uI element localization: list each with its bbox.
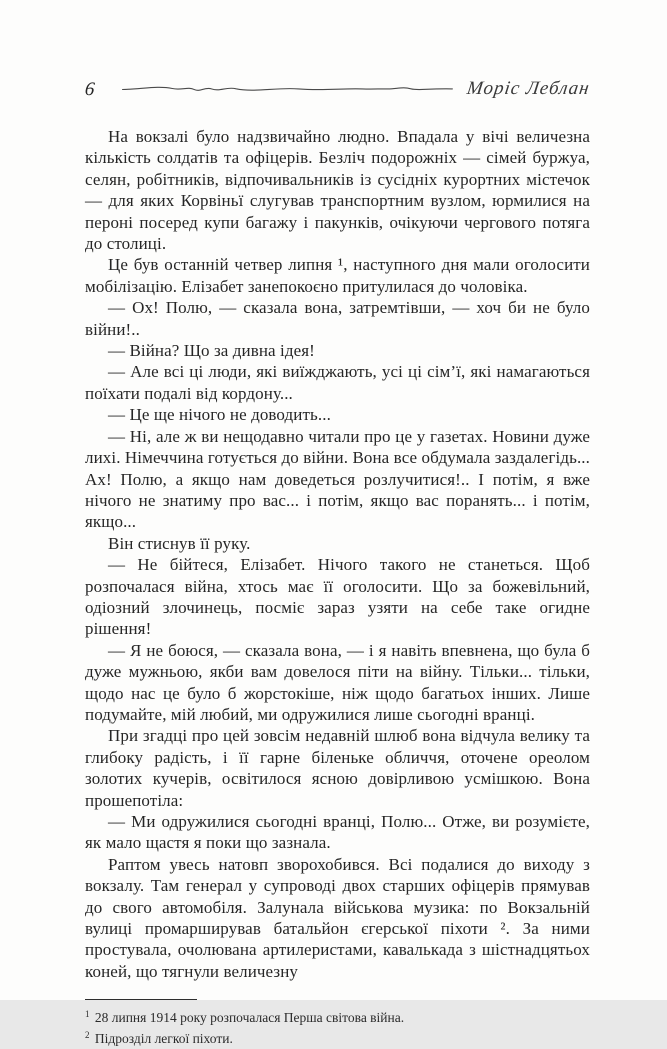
header-rule-squiggle xyxy=(121,82,454,96)
paragraph: Він стиснув її руку. xyxy=(108,533,251,553)
running-head-author: Моріс Леблан xyxy=(465,78,592,99)
paragraph: — Це ще нічого не доводить... xyxy=(108,405,331,425)
paragraph: — Я не боюся, — сказала вона, — і я навіть впевнена, що була б дуже мужньою, якби вам довелося піти на війну. Тільки... тільки, щодо нас це було б жорстокіше, ніж щодо багатьох інших. Лише подумайте, мій любий, ми одружилися лише сьогодні вранці. xyxy=(85,640,590,724)
paragraph: При згадці про цей зовсім недавній шлюб вона відчула велику та глибоку радість, і її гарне біленьке обличчя, оточене ореолом золотих кучерів, освітилося ясною довірливою усмішкою. Вона прошепотіла: xyxy=(85,726,590,810)
running-header xyxy=(85,76,590,102)
footnote-marker: 2 xyxy=(85,1029,90,1040)
footnotes-section xyxy=(85,999,590,1049)
footnote: $^1$ 28 липня 1914 року розпочалася Перша світова війна. xyxy=(85,1008,405,1026)
paragraph: — Не бійтеся, Елізабет. Нічого такого не станеться. Щоб розпочалася війна, хтось має її оголосити. Що за божевільний, одіозний злочинець, посміє зараз узяти на себе таке огидне рішення! xyxy=(85,555,590,639)
paragraph: На вокзалі було надзвичайно людно. Впадала у вічі величезна кількість солдатів та офіцерів. Безліч подорожніх — сімей буржуа, селян, робітників, відпочивальників із сусідніх курортних містечок — для яких Корвіньї слугував транспортним вузлом, юрмилися на пероні посеред купи багажу і пакунків, очікуючи чергового потяга до столиці. xyxy=(85,127,590,254)
footnote-list xyxy=(85,1007,590,1049)
paragraph: Це був останній четвер липня ¹, наступного дня мали оголосити мобілізацію. Елізабет занепокоєно притулилася до чоловіка. xyxy=(85,255,590,296)
body-text xyxy=(85,126,590,982)
paragraph: — Ми одружилися сьогодні вранці, Полю... Отже, ви розумієте, як мало щастя я поки що зазнала. xyxy=(85,812,590,853)
footnote: $^2$ Підрозділ легкої піхоти. xyxy=(85,1029,233,1047)
footnote-rule xyxy=(85,999,197,1000)
paragraph: — Ох! Полю, — сказала вона, затремтівши, — хоч би не було війни!.. xyxy=(85,298,590,339)
paragraph: — Війна? Що за дивна ідея! xyxy=(108,341,315,361)
paragraph: — Ні, але ж ви нещодавно читали про це у газетах. Новини дуже лихі. Німеччина готується до війни. Вона все обдумала заздалегідь... Ах! Полю, а якщо нам доведеться розлучитися!.. І потім, я вже нічого не знатиму про вас... і потім, якщо вас поранять... і потім, якщо... xyxy=(85,426,591,532)
paragraph: — Але всі ці люди, які виїжджають, усі ці сім’ї, які намагаються поїхати подалі від кордону... xyxy=(85,362,590,403)
page-number: 6 xyxy=(83,78,96,100)
footnote-marker: 1 xyxy=(85,1008,90,1019)
paragraph: Раптом увесь натовп зворохобився. Всі подалися до виходу з вокзалу. Там генерал у супроводі двох старших офіцерів прямував до свого автомобіля. Залунала військова музика: по Вокзальній вулиці промарширував батальйон єгерської піхоти ². За ними простувала, очолювана артилеристами, кавалькада з шістнадцятьох коней, що тягнули величезну xyxy=(85,854,590,981)
